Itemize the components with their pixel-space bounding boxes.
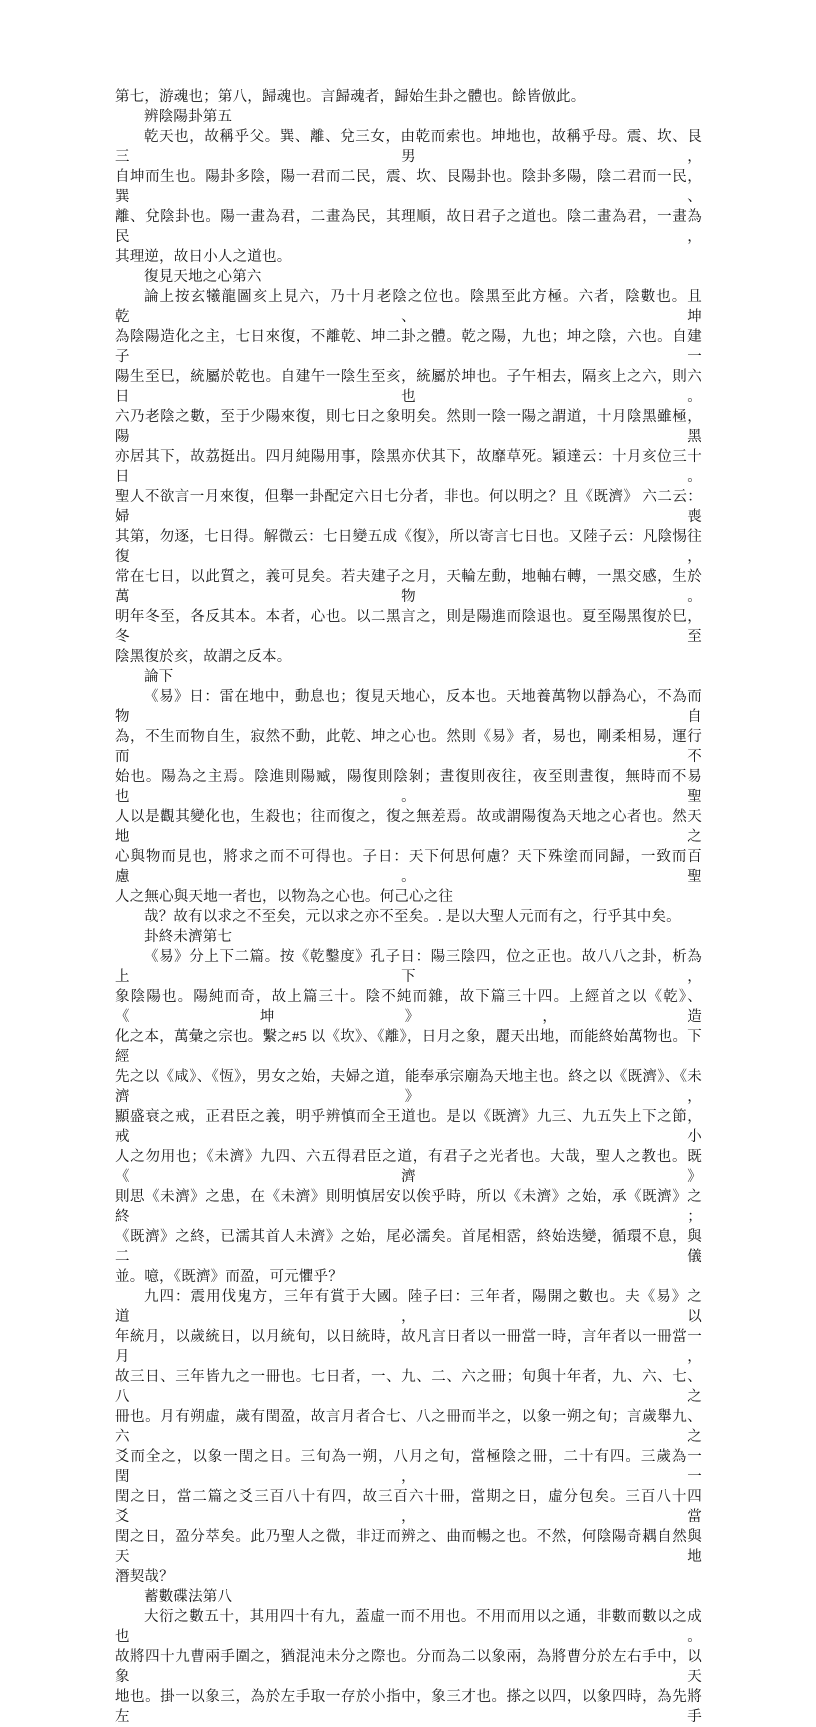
text-line: 第七，游魂也；第八，歸魂也。言歸魂者，歸始生卦之體也。餘皆倣此。 bbox=[115, 89, 586, 105]
text-line: 人之無心與天地一者也，以物為之心也。何己心之往 bbox=[115, 889, 454, 905]
section-heading: 辨陰陽卦第五 bbox=[144, 109, 233, 125]
text-line: 亦居其下，故荔挺出。四月純陽用事，陰黑亦伏其下，故靡草死。穎達云：十月亥位三十日。 bbox=[115, 449, 702, 485]
text-line: 陽生至巳，統屬於乾也。自建午一陰生至亥，統屬於坤也。子午相去，隔亥上之六，則六日也。 bbox=[115, 369, 702, 405]
document-page bbox=[115, 87, 702, 1727]
text-line: 閏之日，當二篇之爻三百八十有四，故三百六十冊，當期之日，虛分包矣。三百八十四爻，當 bbox=[115, 1489, 702, 1525]
text-line: 地也。掛一以象三，為於左手取一存於小指中，象三才也。搽之以四，以象四時，為先將左手 bbox=[115, 1689, 702, 1725]
text-line: 乾天也，故稱乎父。巽、離、兌三女，由乾而索也。坤地也，故稱乎母。震、坎、艮三男， bbox=[115, 129, 702, 165]
text-line: 人之勿用也；《未濟》九四、六五得君臣之道，有君子之光者也。大哉，聖人之教也。既《濟》 bbox=[115, 1149, 702, 1185]
text-line: 《易》分上下二篇。按《乾鑿度》孔子日：陽三陰四，位之正也。故八八之卦，析為上下， bbox=[115, 949, 702, 985]
text-line: 大衍之數五十，其用四十有九，蓋虛一而不用也。不用而用以之通，非數而數以之成也。 bbox=[115, 1609, 702, 1645]
text-line: 顯盛衰之戒，正君臣之義，明乎辨慎而全王道也。是以《既濟》九三、九五失上下之節，戒小 bbox=[115, 1109, 702, 1145]
text-line: 閏之日，盈分萃矣。此乃聖人之微，非迂而辨之、曲而暢之也。不然，何陰陽奇耦自然與天地 bbox=[115, 1529, 702, 1565]
text-line: 明年冬至，各反其本。本者，心也。以二黑言之，則是陽進而陰退也。夏至陽黑復於巳，冬至 bbox=[115, 609, 702, 645]
text-line: 其第，勿逐，七日得。解微云：七日變五成《復》，所以寄言七日也。又陸子云：凡陰惕往復， bbox=[115, 529, 702, 565]
section-heading: 論下 bbox=[144, 669, 174, 685]
text-line: 象陰陽也。陽純而奇，故上篇三十。陰不純而雜，故下篇三十四。上經首之以《乾》、《坤》，造 bbox=[115, 989, 702, 1025]
text-line: 故三日、三年皆九之一冊也。七日者，一、九、二、六之冊；旬與十年者，九、六、七、八之 bbox=[115, 1369, 702, 1405]
text-line: 為陰陽造化之主，七日來復，不離乾、坤二卦之體。乾之陽，九也；坤之陰，六也。自建子一 bbox=[115, 329, 702, 365]
text-line: 哉？故有以求之不至矣，元以求之亦不至矣。. 是以大聖人元而有之，行乎其中矣。 bbox=[144, 909, 681, 925]
text-line: 並。噫，《既濟》而盈，可元懼乎？ bbox=[115, 1269, 343, 1285]
text-line: 心與物而見也，將求之而不可得也。子日：天下何思何慮？天下殊塗而同歸，一致而百慮。聖 bbox=[115, 849, 702, 885]
section-heading: 卦終未濟第七 bbox=[144, 929, 233, 945]
text-line: 六乃老陰之數，至于少陽來復，則七日之象明矣。然則一陰一陽之謂道，十月陰黑雖極，陽黑 bbox=[115, 409, 702, 445]
section-heading: 復見天地之心第六 bbox=[144, 269, 262, 285]
text-line: 潛契哉？ bbox=[115, 1569, 174, 1585]
text-line: 其理逆，故日小人之道也。 bbox=[115, 249, 292, 265]
text-line: 始也。陽為之主焉。陰進則陽臧，陽復則陰剝；晝復則夜往，夜至則晝復，無時而不易也。聖 bbox=[115, 769, 702, 805]
text-line: 年統月，以歲統日，以月統旬，以日統時，故凡言日者以一冊當一時，言年者以一冊當一月， bbox=[115, 1329, 702, 1365]
text-line: 論上按玄犧龍圖亥上見六，乃十月老陰之位也。陰黑至此方極。六者，陰數也。且乾、坤 bbox=[115, 289, 702, 325]
text-line: 為，不生而物自生，寂然不動，此乾、坤之心也。然則《易》者，易也，剛柔相易，運行而不 bbox=[115, 729, 702, 765]
text-line: 離、兌陰卦也。陽一畫為君，二畫為民，其理順，故日君子之道也。陰二畫為君，一畫為民， bbox=[115, 209, 702, 245]
text-line: 自坤而生也。陽卦多陰，陽一君而二民，震、坎、艮陽卦也。陰卦多陽，陰二君而一民，巽、 bbox=[115, 169, 702, 205]
text-line: 則思《未濟》之患，在《未濟》則明慎居安以俟乎時，所以《未濟》之始，承《既濟》之終； bbox=[115, 1189, 702, 1225]
text-line: 化之本，萬彙之宗也。繫之#5 以《坎》、《離》，日月之象，麗天出地，而能終始萬物也。下經 bbox=[115, 1029, 702, 1065]
text-line: 人以是觀其變化也，生殺也；往而復之，復之無差焉。故或謂陽復為天地之心者也。然天地之 bbox=[115, 809, 702, 845]
text-line: 《易》日：雷在地中，動息也；復見天地心，反本也。天地養萬物以靜為心，不為而物自 bbox=[115, 689, 702, 725]
text-line: 九四：震用伐鬼方，三年有賞于大國。陸子曰：三年者，陽開之數也。夫《易》之道，以 bbox=[115, 1289, 702, 1325]
text-line: 常在七日，以此質之，義可見矣。若夫建子之月，天輪左動，地軸右轉，一黑交感，生於萬物。 bbox=[115, 569, 702, 605]
text-line: 《既濟》之終，已濡其首人未濟》之始，尾必濡矣。首尾相霑，終始迭變，循環不息，與二儀 bbox=[115, 1229, 702, 1265]
text-line: 先之以《咸》、《恆》，男女之始，夫婦之道，能奉承宗廟為天地主也。終之以《既濟》、《未濟》， bbox=[115, 1069, 702, 1105]
text-line: 冊也。月有朔虛，歲有閏盈，故言月者合七、八之冊而半之，以象一朔之旬；言歲舉九、六之 bbox=[115, 1409, 702, 1445]
text-line: 聖人不欲言一月來復，但舉一卦配定六日七分者，非也。何以明之？且《既濟》 六二云：婦喪 bbox=[115, 489, 702, 525]
text-line: 故將四十九曹兩手圍之，猶混沌未分之際也。分而為二以象兩，為將曹分於左右手中，以象天 bbox=[115, 1649, 702, 1685]
text-line: 爻而全之，以象一閏之日。三旬為一朔，八月之旬，當極陰之冊，二十有四。三歲為一閏，一 bbox=[115, 1449, 702, 1485]
section-heading: 蓄數碟法第八 bbox=[144, 1589, 233, 1605]
text-line: 陰黑復於亥，故謂之反本。 bbox=[115, 649, 292, 665]
